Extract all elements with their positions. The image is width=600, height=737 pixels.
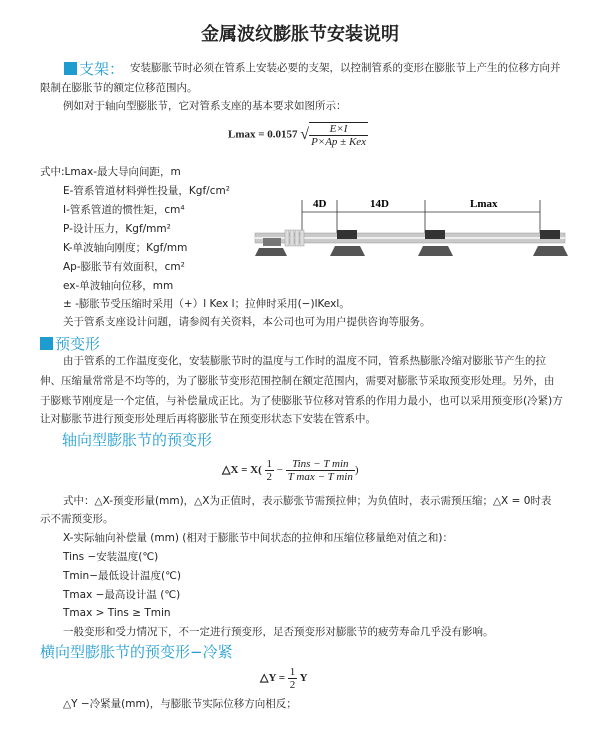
section-heading-support bbox=[64, 58, 124, 79]
formula-delta-x bbox=[222, 458, 359, 483]
text-line: 让对膨胀节进行预变形处理后再将膨胀节在预变形状态下安装在管系中。 bbox=[40, 413, 376, 425]
formula-denominator: T max − T min bbox=[287, 471, 353, 483]
formula-lhs: △Y = bbox=[260, 672, 286, 685]
formula-numerator: Tins − T min bbox=[286, 458, 355, 471]
sqrt-icon: √ bbox=[300, 126, 310, 143]
text-line: 例如对于轴向型膨胀节，它对管系支座的基本要求如图所示： bbox=[63, 100, 347, 112]
text-line: 一般变形和受力情况下，不一定进行预变形，足否预变形对膨胀节的疲劳寿命几乎没有影响。 bbox=[63, 626, 494, 638]
close-paren: ) bbox=[354, 464, 359, 477]
half-denominator: 2 bbox=[289, 679, 296, 691]
square-bullet-icon bbox=[40, 337, 53, 350]
definition-line: Ap-膨胀节有效面积，cm² bbox=[63, 261, 185, 273]
pipe-support-diagram bbox=[245, 190, 575, 265]
section-heading-predeform bbox=[40, 333, 100, 354]
label-lmax: Lmax bbox=[470, 198, 498, 210]
text-line: 于膨账节刚度是一个定值，与补偿量成正比。为了使膨胀节位移对管系的作用力最小，也可以采用预变形(冷紧)方 bbox=[40, 395, 563, 407]
definition-line: K-单波轴向刚度；Kgf/mm bbox=[63, 242, 188, 254]
half-numerator: 1 bbox=[266, 458, 273, 470]
text-line: 示不需预变形。 bbox=[40, 513, 114, 525]
page-title: 金属波纹膨胀节安装说明 bbox=[201, 24, 399, 45]
definition-line: 关于管系支座设计问题，请参阅有关资料，本公司也可为用户提供咨询等服务。 bbox=[63, 316, 431, 328]
definition-line: E-管系管道材料弹性投量，Kgf/cm² bbox=[63, 185, 230, 197]
formula-lhs: Lmax = 0.0157 bbox=[228, 128, 298, 141]
definition-line: I-管系管道的惯性矩，cm⁴ bbox=[63, 204, 185, 216]
text-line: 限制在膨胀节的额定位移范围内。 bbox=[40, 82, 198, 94]
text-line: Tmin−最低设计温度(℃) bbox=[63, 570, 181, 582]
half-denominator: 2 bbox=[266, 471, 273, 483]
definition-line: ± -膨胀节受压缩时采用（+）l Kex l；拉伸时采用(−)lKexl。 bbox=[63, 298, 350, 310]
formula-denominator: P×Ap ± Kex bbox=[311, 136, 367, 148]
half-numerator: 1 bbox=[289, 666, 296, 678]
square-bullet-icon bbox=[64, 62, 77, 75]
text-line: Tmax > Tins ≥ Tmin bbox=[63, 607, 171, 619]
section-heading-lateral: 横向型膨胀节的预变形−冷紧 bbox=[40, 643, 233, 661]
section-heading-axial: 轴向型膨胀节的预变形 bbox=[62, 431, 213, 449]
label-4d: 4D bbox=[313, 198, 327, 210]
text-line: 伸、压缩量常常是不均等的，为了膨胀节变形范围控制在额定范围内，需要对膨胀节采取预变形处理。另外，由 bbox=[40, 375, 555, 387]
text-line: X-实际轴向补偿量 (mm) (相对于膨胀节中间状态的拉伸和压缩位移量绝对值之和)： bbox=[63, 532, 453, 544]
formula-lhs: △X = X( bbox=[222, 464, 262, 477]
label-14d: 14D bbox=[370, 198, 389, 210]
heading-text: 预变形 bbox=[55, 335, 101, 353]
text-line: Tins −安装温度(℃) bbox=[63, 551, 159, 563]
text-line: 式中：△X-预变形量(mm)，△X为正值时，表示膨张节需预拉伸；为负值时，表示需预压缩；△X = 0时表 bbox=[63, 495, 552, 507]
text-line: 由于管系的工作温度变化，安装膨胀节时的温度与工作时的温度不同，管系热膨胀冷缩对膨胀节产生的拉 bbox=[63, 355, 546, 367]
formula-delta-y bbox=[260, 666, 308, 691]
formula-lmax bbox=[228, 122, 368, 148]
definition-line: P-设计压力，Kgf/mm² bbox=[63, 223, 171, 235]
text-line: 安装膨胀节时必须在管系上安装必要的支架，以控制管系的变形在膨胀节上产生的位移方向并 bbox=[130, 62, 561, 74]
definition-line: 式中:Lmax-最大导向间距，m bbox=[40, 166, 181, 178]
text-line: Tmax −最高设计温 (℃) bbox=[63, 589, 181, 601]
formula-numerator: E×I bbox=[309, 123, 368, 136]
formula-rhs: Y bbox=[299, 672, 308, 685]
text-line: △Y −冷紧量(mm)，与膨胀节实际位移方向相反； bbox=[63, 698, 297, 710]
minus-sign: − bbox=[276, 464, 283, 477]
definition-line: ex-单波轴向位移，mm bbox=[63, 280, 174, 292]
heading-text: 支架： bbox=[79, 60, 125, 78]
